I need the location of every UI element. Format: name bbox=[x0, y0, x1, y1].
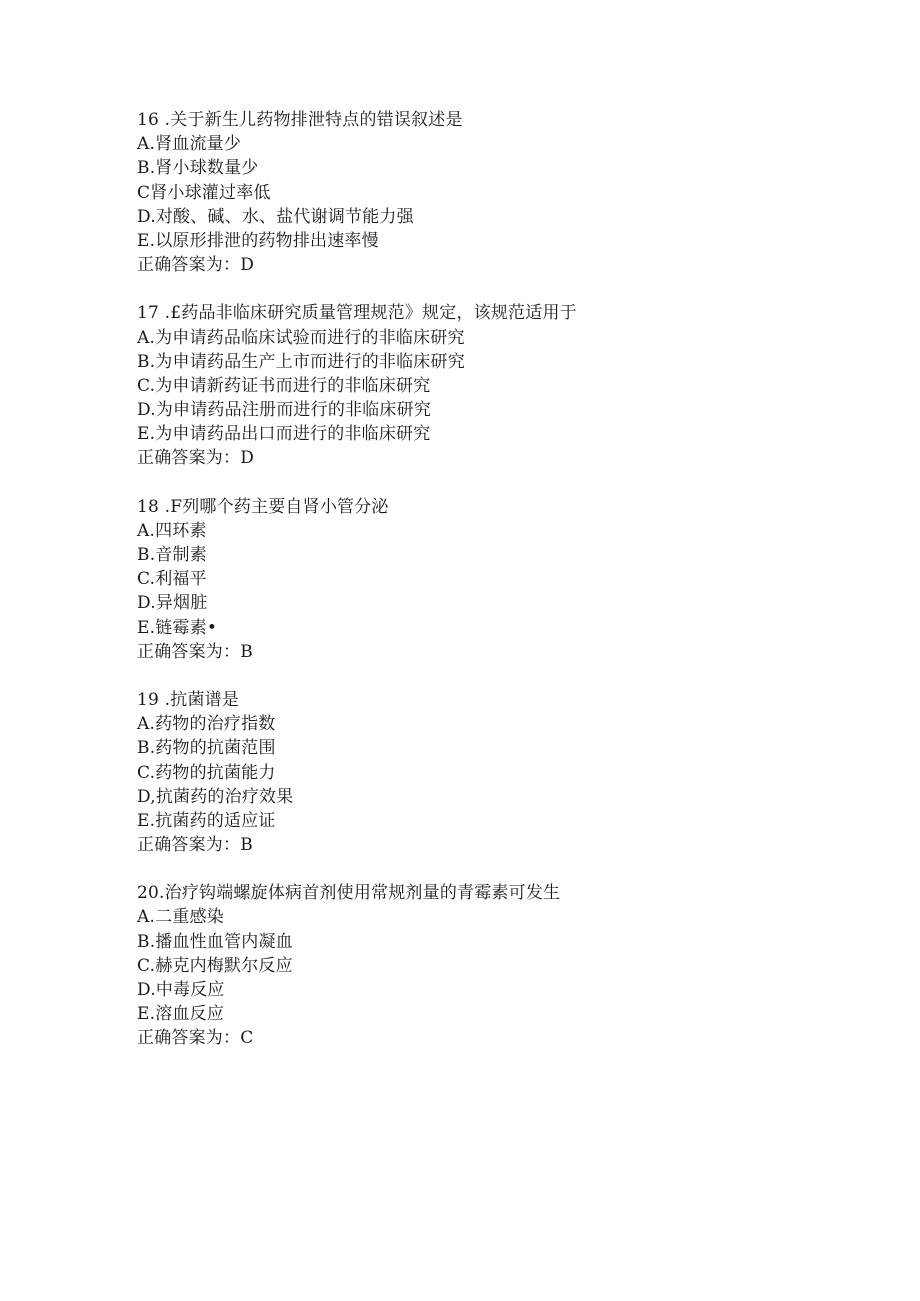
option-b: B.播血性血管内凝血 bbox=[137, 931, 293, 952]
option-d: D.异烟脏 bbox=[137, 593, 208, 614]
question-stem: 16 .关于新生儿药物排泄特点的错误叙述是 bbox=[137, 110, 463, 130]
option-b: B.为申请药品生产上市而进行的非临床研究 bbox=[137, 351, 465, 372]
option-c: C.药物的抗菌能力 bbox=[137, 762, 276, 783]
question-20 bbox=[137, 881, 837, 1050]
option-a: A.为申请药品临床试验而进行的非临床研究 bbox=[137, 327, 465, 348]
option-e: E.链霉素• bbox=[137, 617, 218, 638]
question-17 bbox=[137, 301, 837, 470]
option-b: B.音制素 bbox=[137, 545, 207, 565]
option-b: B.肾小球数量少 bbox=[137, 158, 259, 179]
correct-answer: 正确答案为：B bbox=[137, 641, 253, 662]
question-stem: 19 .抗菌谱是 bbox=[137, 689, 240, 710]
document-page bbox=[137, 108, 837, 1075]
correct-answer: 正确答案为：B bbox=[137, 835, 253, 856]
option-c: C肾小球灌过率低 bbox=[137, 182, 271, 203]
option-c: C.为申请新药证书而进行的非临床研究 bbox=[137, 375, 431, 396]
question-stem: 20.治疗钩端螺旋体病首剂使用常规剂量的青霉素可发生 bbox=[137, 883, 561, 904]
option-e: E.抗菌药的适应证 bbox=[137, 810, 276, 831]
correct-answer: 正确答案为：D bbox=[137, 448, 255, 469]
option-d: D,抗菌药的治疗效果 bbox=[137, 786, 294, 807]
option-e: E.为申请药品出口而进行的非临床研究 bbox=[137, 424, 431, 445]
question-stem: 18 .F列哪个药主要自肾小管分泌 bbox=[137, 496, 389, 517]
option-a: A.肾血流量少 bbox=[137, 134, 242, 155]
question-19 bbox=[137, 688, 837, 857]
option-a: A.药物的治疗指数 bbox=[137, 714, 276, 735]
option-c: C.利福平 bbox=[137, 569, 207, 590]
question-stem: 17 .£药品非临床研究质量管理规范》规定，该规范适用于 bbox=[137, 303, 577, 324]
option-b: B.药物的抗菌范围 bbox=[137, 738, 276, 759]
question-16 bbox=[137, 108, 837, 277]
option-d: D.为申请药品注册而进行的非临床研究 bbox=[137, 400, 432, 421]
option-c: C.赫克内梅默尔反应 bbox=[137, 955, 293, 976]
correct-answer: 正确答案为：C bbox=[137, 1028, 254, 1049]
correct-answer: 正确答案为：D bbox=[137, 255, 255, 276]
option-a: A.二重感染 bbox=[137, 907, 224, 928]
option-d: D.对酸、碱、水、盐代谢调节能力强 bbox=[137, 206, 414, 227]
option-d: D.中毒反应 bbox=[137, 980, 225, 1000]
option-a: A.四环素 bbox=[137, 520, 207, 541]
option-e: E.以原形排泄的药物排出速率慢 bbox=[137, 230, 379, 251]
question-18 bbox=[137, 495, 837, 664]
option-e: E.溶血反应 bbox=[137, 1004, 225, 1025]
